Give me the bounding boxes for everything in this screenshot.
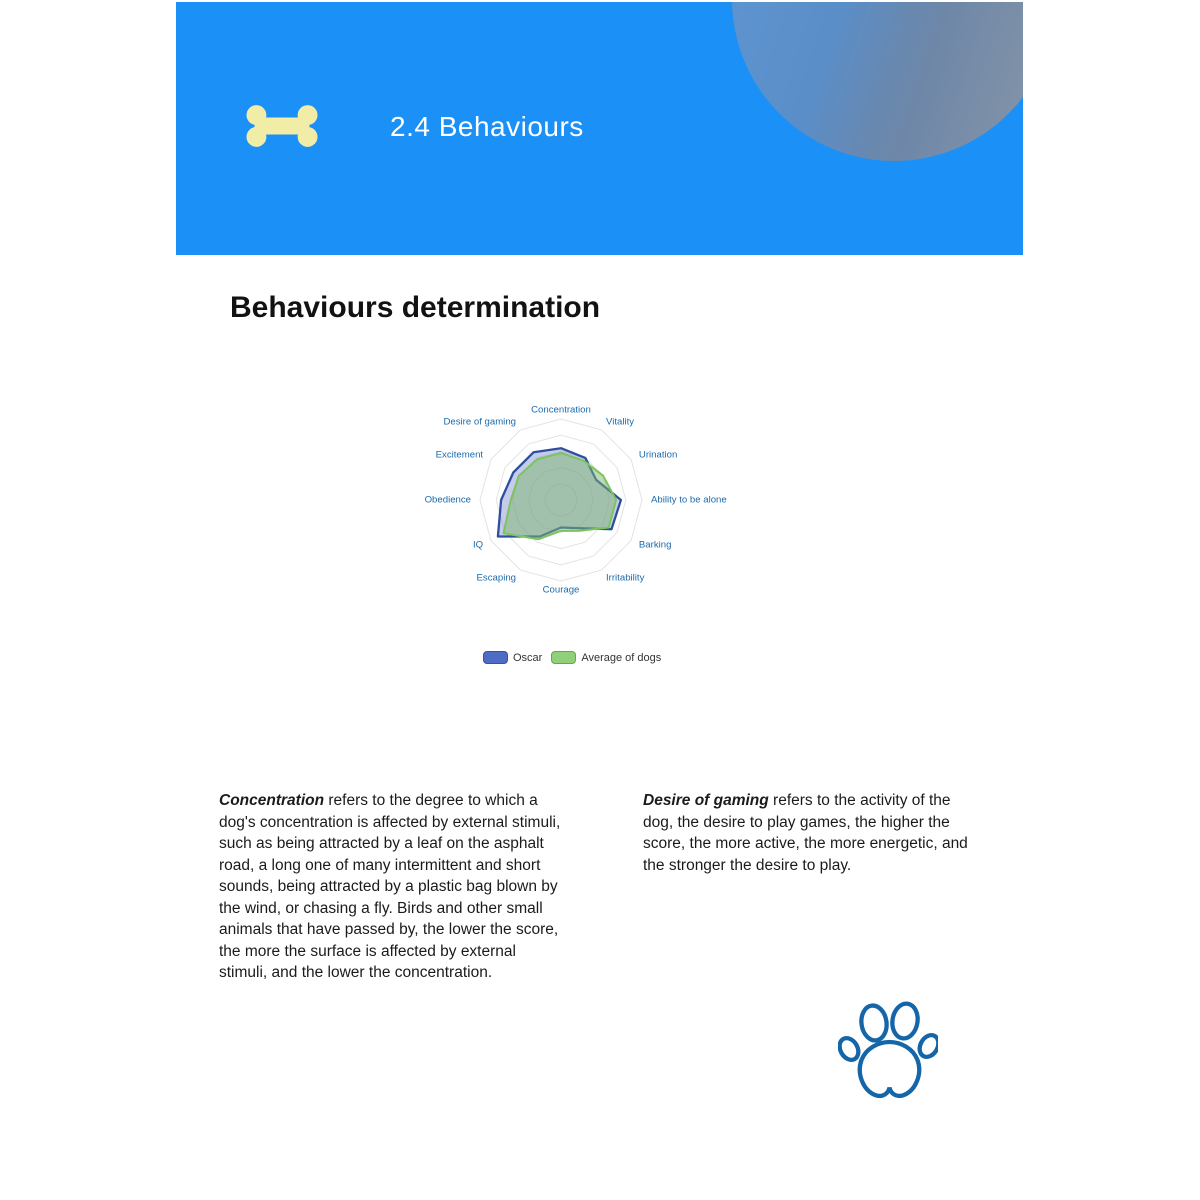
radar-axis-label: Desire of gaming	[443, 416, 516, 428]
radar-axis-label: Barking	[638, 539, 672, 551]
radar-axis-label: Excitement	[435, 449, 484, 461]
average-swatch-icon	[551, 651, 576, 664]
legend-label-average: Average of dogs	[581, 651, 662, 664]
radar-axis-label: Vitality	[606, 416, 635, 428]
paragraph-concentration	[219, 790, 561, 984]
legend-label-oscar: Oscar	[513, 651, 543, 664]
radar-axis-label: Concentration	[531, 404, 591, 416]
paragraph-desire-of-gaming	[643, 790, 975, 876]
radar-axis-label: Courage	[542, 584, 580, 596]
paragraph-concentration-text: refers to the degree to which a dog's concentration is affected by external stimuli, such as being attracted by a leaf on the asphalt road, a long one of many intermittent and short sounds, being attracted by a plastic bag blown by the wind, or chasing a fly. Birds and other small animals that have passed by, the lower the score, the more the surface is affected by external stimuli, and the lower the concentration.	[219, 792, 561, 981]
bone-icon	[246, 104, 318, 148]
section-header	[176, 2, 1023, 255]
paw-icon	[838, 1000, 938, 1115]
legend-item-oscar	[483, 651, 542, 664]
oscar-swatch-icon	[483, 651, 508, 664]
chart-legend	[483, 651, 661, 664]
radar-axis-label: Escaping	[476, 572, 516, 584]
legend-item-average	[551, 651, 661, 664]
radar-axis-label: Obedience	[424, 494, 471, 506]
radar-axis-label: Ability to be alone	[651, 494, 727, 506]
page-title: Behaviours determination	[230, 291, 601, 324]
paragraph-desire-of-gaming-lead: Desire of gaming	[643, 792, 769, 809]
paragraph-concentration-lead: Concentration	[219, 792, 325, 809]
radar-axis-label: Urination	[638, 449, 678, 461]
paragraph-desire-of-gaming-text: refers to the activity of the dog, the desire to play games, the higher the score, the more active, the more energetic, and the stronger the desire to play.	[643, 792, 968, 874]
radar-chart	[420, 398, 750, 603]
decorative-circle	[732, 2, 1023, 161]
radar-axis-label: Irritability	[606, 572, 645, 584]
section-title: 2.4 Behaviours	[390, 111, 584, 142]
radar-axis-label: IQ	[472, 539, 484, 551]
